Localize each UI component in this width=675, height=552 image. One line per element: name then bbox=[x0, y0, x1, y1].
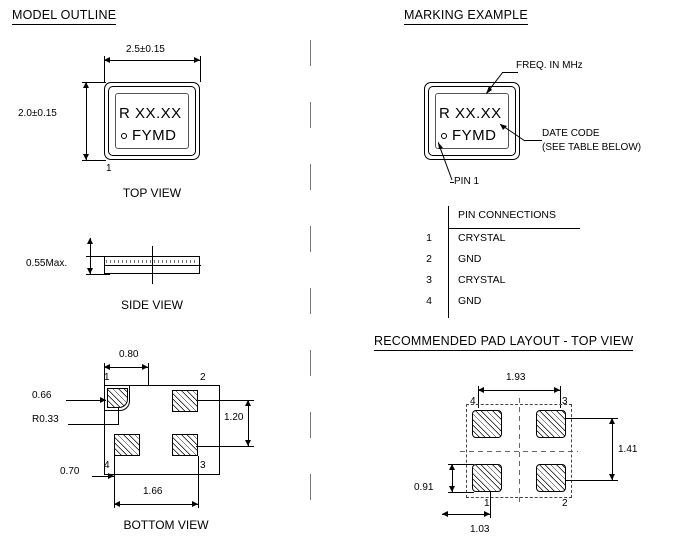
callout-freq-leader bbox=[486, 72, 504, 94]
dim-r033-leader bbox=[118, 408, 119, 425]
pin-table-value: CRYSTAL bbox=[458, 232, 506, 244]
dim-166-line bbox=[114, 504, 198, 505]
view-label-bottom: BOTTOM VIEW bbox=[123, 518, 209, 532]
dim-166-ext-right bbox=[198, 456, 199, 508]
pin-table-value: GND bbox=[458, 295, 482, 307]
marking-example-line2: FYMD bbox=[452, 127, 497, 144]
dim-103-label: 1.03 bbox=[470, 524, 490, 535]
pin4-label-bottom-view: 4 bbox=[104, 460, 110, 471]
pad-layout-pad-4 bbox=[472, 410, 502, 438]
dim-120-label: 1.20 bbox=[224, 412, 244, 423]
dim-thickness-arrow-up bbox=[87, 238, 93, 244]
dim-080-label: 0.80 bbox=[119, 349, 139, 360]
pin-table-title: PIN CONNECTIONS bbox=[458, 209, 557, 221]
dim-193-label: 1.93 bbox=[506, 372, 526, 383]
dim-height-line bbox=[86, 82, 87, 160]
callout-pin1-leader bbox=[438, 142, 456, 187]
marking-line1: R XX.XX bbox=[119, 105, 182, 122]
side-view-seam bbox=[105, 265, 201, 266]
pin1-dot-marking-view bbox=[441, 133, 447, 139]
package-top-view bbox=[104, 82, 200, 160]
callout-freq-line bbox=[502, 72, 518, 73]
marking-line2: FYMD bbox=[132, 127, 177, 144]
pad-layout-label-4: 4 bbox=[470, 396, 476, 407]
dim-066-arrow bbox=[100, 397, 106, 403]
side-view-centerline bbox=[152, 246, 153, 284]
dim-080-ext-right bbox=[148, 363, 149, 385]
dim-141-ext-bottom bbox=[566, 480, 618, 481]
pad-3-bottom-view bbox=[172, 434, 198, 456]
pad-layout-label-3: 3 bbox=[562, 396, 568, 407]
pin-table-num: 4 bbox=[426, 295, 432, 307]
pad-layout-label-2: 2 bbox=[562, 498, 568, 509]
dim-141-label: 1.41 bbox=[618, 444, 638, 455]
table-row bbox=[418, 228, 610, 249]
pad-layout-pad-2 bbox=[536, 464, 566, 492]
pin1-label-top-view: 1 bbox=[106, 163, 112, 174]
callout-date-code-note: (SEE TABLE BELOW) bbox=[542, 142, 642, 153]
pad-layout-label-1: 1 bbox=[484, 498, 490, 509]
pin-table-num: 1 bbox=[426, 232, 432, 244]
table-row bbox=[418, 291, 610, 312]
pin-table-num: 2 bbox=[426, 253, 432, 265]
dim-height-ext-bottom bbox=[82, 160, 106, 161]
dim-193-line bbox=[478, 390, 560, 391]
dim-091-ext-top bbox=[448, 464, 474, 465]
table-row bbox=[418, 249, 610, 270]
dim-166-label: 1.66 bbox=[143, 486, 163, 497]
dim-120-ext-top bbox=[196, 400, 254, 401]
dim-103-ext-right bbox=[490, 492, 491, 518]
pad-4-bottom-view bbox=[114, 434, 140, 456]
dim-height-ext-top bbox=[82, 82, 106, 83]
dim-141-line bbox=[612, 418, 613, 480]
pin1-dot-top-view bbox=[121, 133, 127, 139]
marking-example-line1: R XX.XX bbox=[439, 105, 502, 122]
view-label-side: SIDE VIEW bbox=[120, 298, 183, 312]
dim-width-label: 2.5±0.15 bbox=[126, 44, 165, 55]
callout-pin1-label: PIN 1 bbox=[454, 176, 480, 187]
view-label-top: TOP VIEW bbox=[122, 186, 182, 200]
dim-066-label: 0.66 bbox=[32, 390, 52, 401]
pad-layout-pad-3 bbox=[536, 410, 566, 438]
dim-120-ext-bottom bbox=[196, 446, 254, 447]
dim-r033-label: R0.33 bbox=[32, 414, 59, 425]
dim-width-ext-right bbox=[200, 56, 201, 82]
dim-thickness-ext-bottom bbox=[86, 274, 110, 275]
dim-141-ext-top bbox=[566, 418, 618, 419]
pin-connections-table bbox=[418, 206, 610, 312]
table-row bbox=[418, 270, 610, 291]
pin3-label-bottom-view: 3 bbox=[200, 460, 206, 471]
pad-2-bottom-view bbox=[172, 390, 198, 412]
pad-layout-pad-1 bbox=[472, 464, 502, 492]
dim-103-line bbox=[442, 514, 490, 515]
pin2-label-bottom-view: 2 bbox=[200, 372, 206, 383]
dim-r033-line bbox=[68, 424, 118, 425]
column-divider bbox=[310, 40, 311, 500]
dim-thickness-label: 0.55Max. bbox=[26, 258, 68, 269]
callout-date-code-leader bbox=[500, 124, 526, 147]
pin1-label-bottom-view: 1 bbox=[104, 372, 110, 383]
pad-layout-centerline-h bbox=[460, 451, 578, 452]
pin-table-value: GND bbox=[458, 253, 482, 265]
pin1-pad-bottom-view bbox=[107, 388, 128, 408]
dim-103-arrow-left bbox=[442, 511, 448, 517]
dim-width-ext-left bbox=[104, 56, 105, 82]
dim-091-ext-bottom bbox=[448, 492, 474, 493]
section-title-pad-layout: RECOMMENDED PAD LAYOUT - TOP VIEW bbox=[374, 334, 633, 351]
dim-166-ext-left bbox=[114, 456, 115, 508]
callout-pin1-line bbox=[450, 182, 454, 183]
dim-width-line bbox=[104, 60, 200, 61]
callout-freq-label: FREQ. IN MHz bbox=[516, 60, 583, 71]
callout-date-code-line bbox=[524, 140, 542, 141]
dim-height-label: 2.0±0.15 bbox=[18, 108, 57, 119]
callout-date-code-label: DATE CODE bbox=[542, 128, 600, 139]
section-title-model-outline: MODEL OUTLINE bbox=[12, 8, 116, 25]
dim-091-label: 0.91 bbox=[414, 482, 434, 493]
pin-table-value: CRYSTAL bbox=[458, 274, 506, 286]
pin-table-num: 3 bbox=[426, 274, 432, 286]
dim-070-label: 0.70 bbox=[60, 466, 80, 477]
section-title-marking-example: MARKING EXAMPLE bbox=[404, 8, 528, 25]
pin-table-header-row bbox=[418, 206, 610, 228]
